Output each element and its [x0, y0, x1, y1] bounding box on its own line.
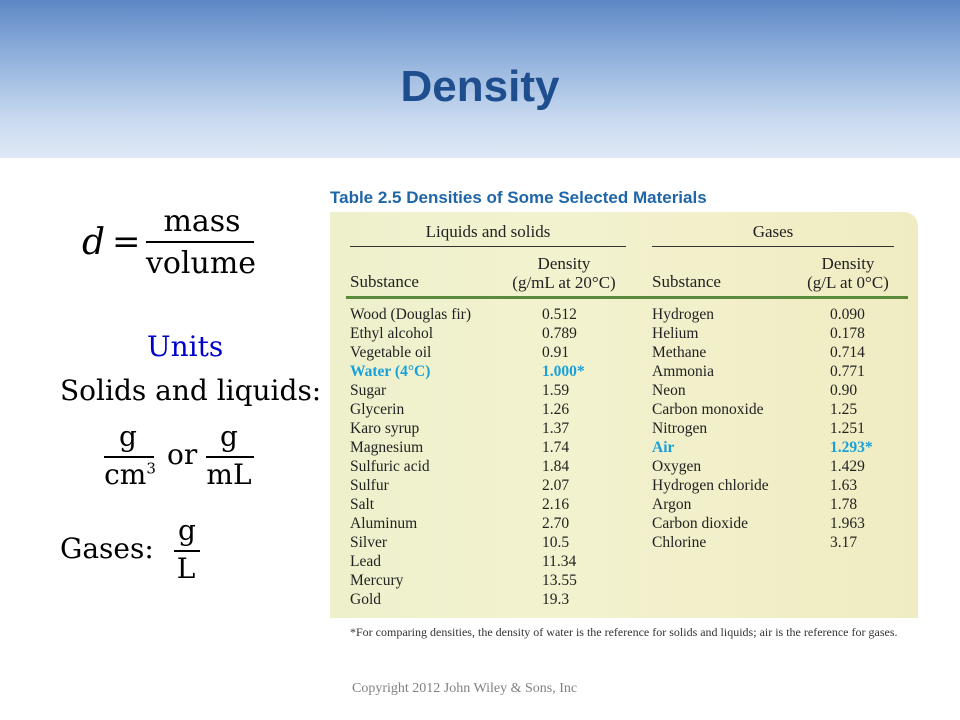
substance-cell: Sulfuric acid [350, 458, 430, 475]
table-row [350, 476, 630, 495]
substance-cell: Vegetable oil [350, 344, 432, 361]
table-row [652, 381, 912, 400]
formula-denominator: volume [145, 246, 257, 281]
table-row [350, 514, 630, 533]
substance-cell: Glycerin [350, 401, 405, 418]
table-row [350, 419, 630, 438]
substance-cell: Wood (Douglas fir) [350, 306, 472, 323]
density-cell: 1.37 [542, 420, 570, 437]
table-row [652, 476, 912, 495]
density-cell: 0.91 [542, 344, 570, 361]
col-substance-right: Substance [652, 272, 721, 291]
units-label: Units [147, 330, 224, 363]
col-density-left: Density (g/mL at 20°C) [512, 254, 616, 292]
substance-cell: Karo syrup [350, 420, 420, 437]
group-liquids-solids: Liquids and solids [425, 222, 551, 241]
substance-cell: Chlorine [652, 534, 707, 551]
substance-cell: Gold [350, 591, 381, 608]
density-cell: 1.74 [542, 439, 570, 456]
unit-l-denominator: L [176, 552, 196, 585]
substance-cell: Aluminum [350, 515, 418, 532]
density-cell: 10.5 [542, 534, 570, 551]
formula-variable: d [82, 222, 106, 263]
substance-cell: Oxygen [652, 458, 702, 475]
substance-cell: Neon [652, 382, 686, 399]
density-cell: 1.251 [830, 420, 865, 437]
table-row [652, 419, 912, 438]
table-row [350, 571, 630, 590]
formula-numerator: mass [163, 204, 241, 239]
copyright: Copyright 2012 John Wiley & Sons, Inc [352, 681, 578, 696]
substance-cell: Water (4°C) [350, 363, 431, 380]
table-row [350, 457, 630, 476]
substance-cell: Hydrogen chloride [652, 477, 769, 494]
substance-cell: Carbon monoxide [652, 401, 764, 418]
table-row [350, 533, 630, 552]
table-row [350, 495, 630, 514]
table-row [350, 381, 630, 400]
table-row [652, 362, 912, 381]
unit-ml-denominator: mL [206, 458, 252, 491]
density-cell: 1.63 [830, 477, 858, 494]
density-cell: 1.000* [542, 363, 585, 380]
group-rule-left [350, 246, 626, 247]
unit-g-numerator-1: g [119, 420, 137, 453]
density-cell: 13.55 [542, 572, 577, 589]
density-cell: 0.771 [830, 363, 865, 380]
substance-cell: Carbon dioxide [652, 515, 748, 532]
density-cell: 1.963 [830, 515, 865, 532]
density-cell: 0.178 [830, 325, 865, 342]
substance-cell: Sulfur [350, 477, 389, 494]
density-cell: 1.293* [830, 439, 873, 456]
density-cell: 0.789 [542, 325, 577, 342]
col-density-right: Density (g/L at 0°C) [807, 254, 889, 292]
table-row [652, 438, 912, 457]
table-row [652, 514, 912, 533]
unit-g-numerator-3: g [178, 514, 196, 547]
table-row [350, 343, 630, 362]
table-footnote: *For comparing densities, the density of water is the reference for solids and liquids; air is the reference for gases. [350, 625, 898, 639]
density-cell: 1.25 [830, 401, 858, 418]
density-cell: 0.090 [830, 306, 865, 323]
table-row [652, 533, 912, 552]
substance-cell: Salt [350, 496, 375, 513]
solids-liquids-label: Solids and liquids: [60, 374, 322, 407]
fraction-bar [146, 241, 254, 243]
table-row [350, 305, 630, 324]
density-formula [82, 200, 257, 290]
substance-cell: Ethyl alcohol [350, 325, 434, 342]
table-row [350, 438, 630, 457]
table-row [350, 324, 630, 343]
density-cell: 1.84 [542, 458, 570, 475]
substance-cell: Air [652, 439, 675, 456]
substance-cell: Ammonia [652, 363, 714, 380]
table-right-rows [652, 305, 912, 552]
density-cell: 2.70 [542, 515, 570, 532]
substance-cell: Silver [350, 534, 388, 551]
formula-equals: = [112, 222, 141, 262]
or-word: or [167, 438, 198, 471]
density-cell: 2.07 [542, 477, 570, 494]
unit-cm3-denominator: $cm^3$ [104, 458, 156, 491]
substance-cell: Hydrogen [652, 306, 714, 323]
table-row [652, 495, 912, 514]
density-cell: 1.429 [830, 458, 865, 475]
table-row [652, 305, 912, 324]
group-rule-right [652, 246, 894, 247]
slide-title: Density [400, 62, 560, 111]
table-row [652, 400, 912, 419]
density-cell: 0.714 [830, 344, 865, 361]
density-cell: 3.17 [830, 534, 858, 551]
table-heading: Table 2.5 Densities of Some Selected Materials [330, 188, 707, 207]
substance-cell: Argon [652, 496, 692, 513]
density-cell: 2.16 [542, 496, 570, 513]
table-row [652, 324, 912, 343]
table-row [652, 343, 912, 362]
table-row [652, 457, 912, 476]
table-row [350, 552, 630, 571]
substance-cell: Mercury [350, 572, 404, 589]
substance-cell: Helium [652, 325, 699, 342]
density-cell: 19.3 [542, 591, 570, 608]
density-cell: 11.34 [542, 553, 577, 570]
substance-cell: Sugar [350, 382, 387, 399]
table-row [350, 362, 630, 381]
group-gases: Gases [752, 222, 794, 241]
density-cell: 1.78 [830, 496, 858, 513]
table-left-rows [350, 305, 630, 609]
substance-cell: Magnesium [350, 439, 424, 456]
substance-cell: Methane [652, 344, 707, 361]
col-substance-left: Substance [350, 272, 419, 291]
gases-label: Gases: [60, 532, 154, 565]
density-cell: 1.26 [542, 401, 570, 418]
density-cell: 1.59 [542, 382, 570, 399]
table-row [350, 400, 630, 419]
unit-g-numerator-2: g [220, 420, 238, 453]
density-cell: 0.90 [830, 382, 858, 399]
header-rule [346, 296, 908, 299]
density-cell: 0.512 [542, 306, 577, 323]
table-row [350, 590, 630, 609]
substance-cell: Lead [350, 553, 381, 570]
substance-cell: Nitrogen [652, 420, 708, 437]
